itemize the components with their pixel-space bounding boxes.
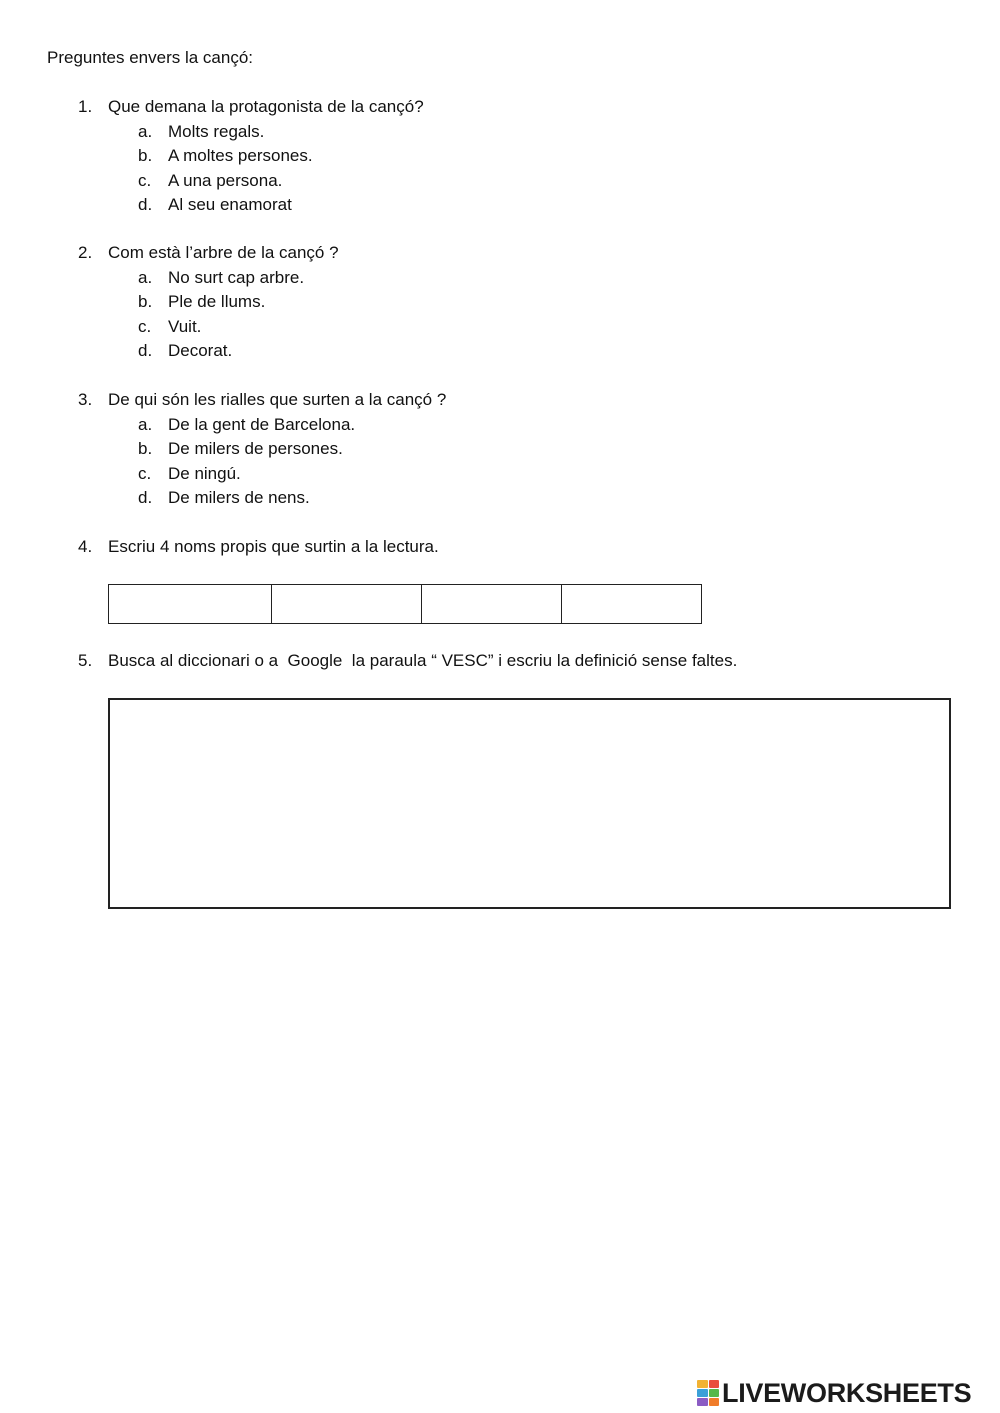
option-d[interactable] — [78, 488, 958, 513]
proper-name-cell — [109, 585, 272, 624]
question-text: Com està l’arbre de la cançó ? — [108, 243, 339, 262]
question-3 — [78, 390, 958, 513]
option-c[interactable] — [78, 464, 958, 489]
option-text: Molts regals. — [168, 121, 265, 141]
option-letter: d. — [138, 195, 153, 214]
option-text: Ple de llums. — [168, 292, 266, 311]
question-text: Escriu 4 noms propis que surtin a la lectura. — [108, 537, 439, 556]
option-text: De ningú. — [168, 463, 241, 483]
proper-name-cell — [562, 585, 702, 624]
option-d[interactable] — [78, 341, 958, 366]
option-letter: d. — [138, 341, 153, 360]
option-text: Al seu enamorat — [168, 195, 292, 214]
logo-tile — [697, 1389, 708, 1397]
logo-tile — [709, 1398, 720, 1406]
option-letter: a. — [138, 414, 153, 434]
proper-name-input-1[interactable] — [109, 585, 271, 623]
liveworksheets-logo-icon — [697, 1380, 719, 1406]
logo-tile — [709, 1389, 720, 1397]
proper-name-cell — [272, 585, 422, 624]
option-text: Decorat. — [168, 341, 233, 360]
option-text: De la gent de Barcelona. — [168, 414, 356, 434]
option-a[interactable] — [78, 268, 958, 293]
option-b[interactable] — [78, 292, 958, 317]
option-b[interactable] — [78, 439, 958, 464]
question-text: Busca al diccionari o a Google la paraula “ VESC” i escriu la definició sense faltes. — [108, 651, 738, 670]
question-number: 3. — [78, 390, 93, 409]
question-number: 2. — [78, 243, 93, 262]
liveworksheets-logo — [697, 1378, 971, 1408]
option-text: No surt cap arbre. — [168, 267, 305, 287]
option-letter: b. — [138, 439, 153, 458]
option-text: A moltes persones. — [168, 146, 313, 165]
proper-name-input-4[interactable] — [562, 585, 701, 623]
question-text: Que demana la protagonista de la cançó? — [108, 97, 424, 116]
definition-textarea[interactable] — [110, 700, 949, 907]
question-4 — [78, 537, 958, 557]
proper-name-input-2[interactable] — [272, 585, 421, 623]
question-number: 4. — [78, 537, 93, 556]
option-letter: b. — [138, 146, 153, 165]
question-5 — [78, 651, 958, 671]
option-b[interactable] — [78, 146, 958, 171]
question-text: De qui són les rialles que surten a la cançó ? — [108, 390, 447, 409]
option-letter: b. — [138, 292, 153, 311]
question-number: 5. — [78, 651, 93, 670]
option-letter: d. — [138, 488, 153, 507]
options-list — [78, 122, 958, 220]
option-letter: a. — [138, 267, 153, 287]
option-a[interactable] — [78, 415, 958, 440]
question-2 — [78, 243, 958, 366]
option-letter: c. — [138, 463, 152, 483]
question-1 — [78, 97, 958, 220]
option-c[interactable] — [78, 317, 958, 342]
option-c[interactable] — [78, 171, 958, 196]
option-letter: c. — [138, 170, 152, 190]
option-letter: a. — [138, 121, 153, 141]
options-list — [78, 268, 958, 366]
proper-name-cell — [422, 585, 562, 624]
option-text: Vuit. — [168, 316, 202, 336]
worksheet-title: Preguntes envers la cançó: — [47, 48, 254, 67]
proper-name-input-3[interactable] — [422, 585, 561, 623]
proper-names-table — [108, 584, 702, 624]
question-number: 1. — [78, 97, 93, 116]
logo-tile — [697, 1398, 708, 1406]
logo-tile — [697, 1380, 708, 1388]
option-a[interactable] — [78, 122, 958, 147]
logo-tile — [709, 1380, 720, 1388]
option-text: A una persona. — [168, 170, 283, 190]
option-text: De milers de persones. — [168, 439, 343, 458]
option-d[interactable] — [78, 195, 958, 220]
options-list — [78, 415, 958, 513]
logo-text: LIVEWORKSHEETS — [722, 1378, 972, 1408]
option-letter: c. — [138, 316, 152, 336]
option-text: De milers de nens. — [168, 488, 310, 507]
definition-box — [108, 698, 951, 909]
